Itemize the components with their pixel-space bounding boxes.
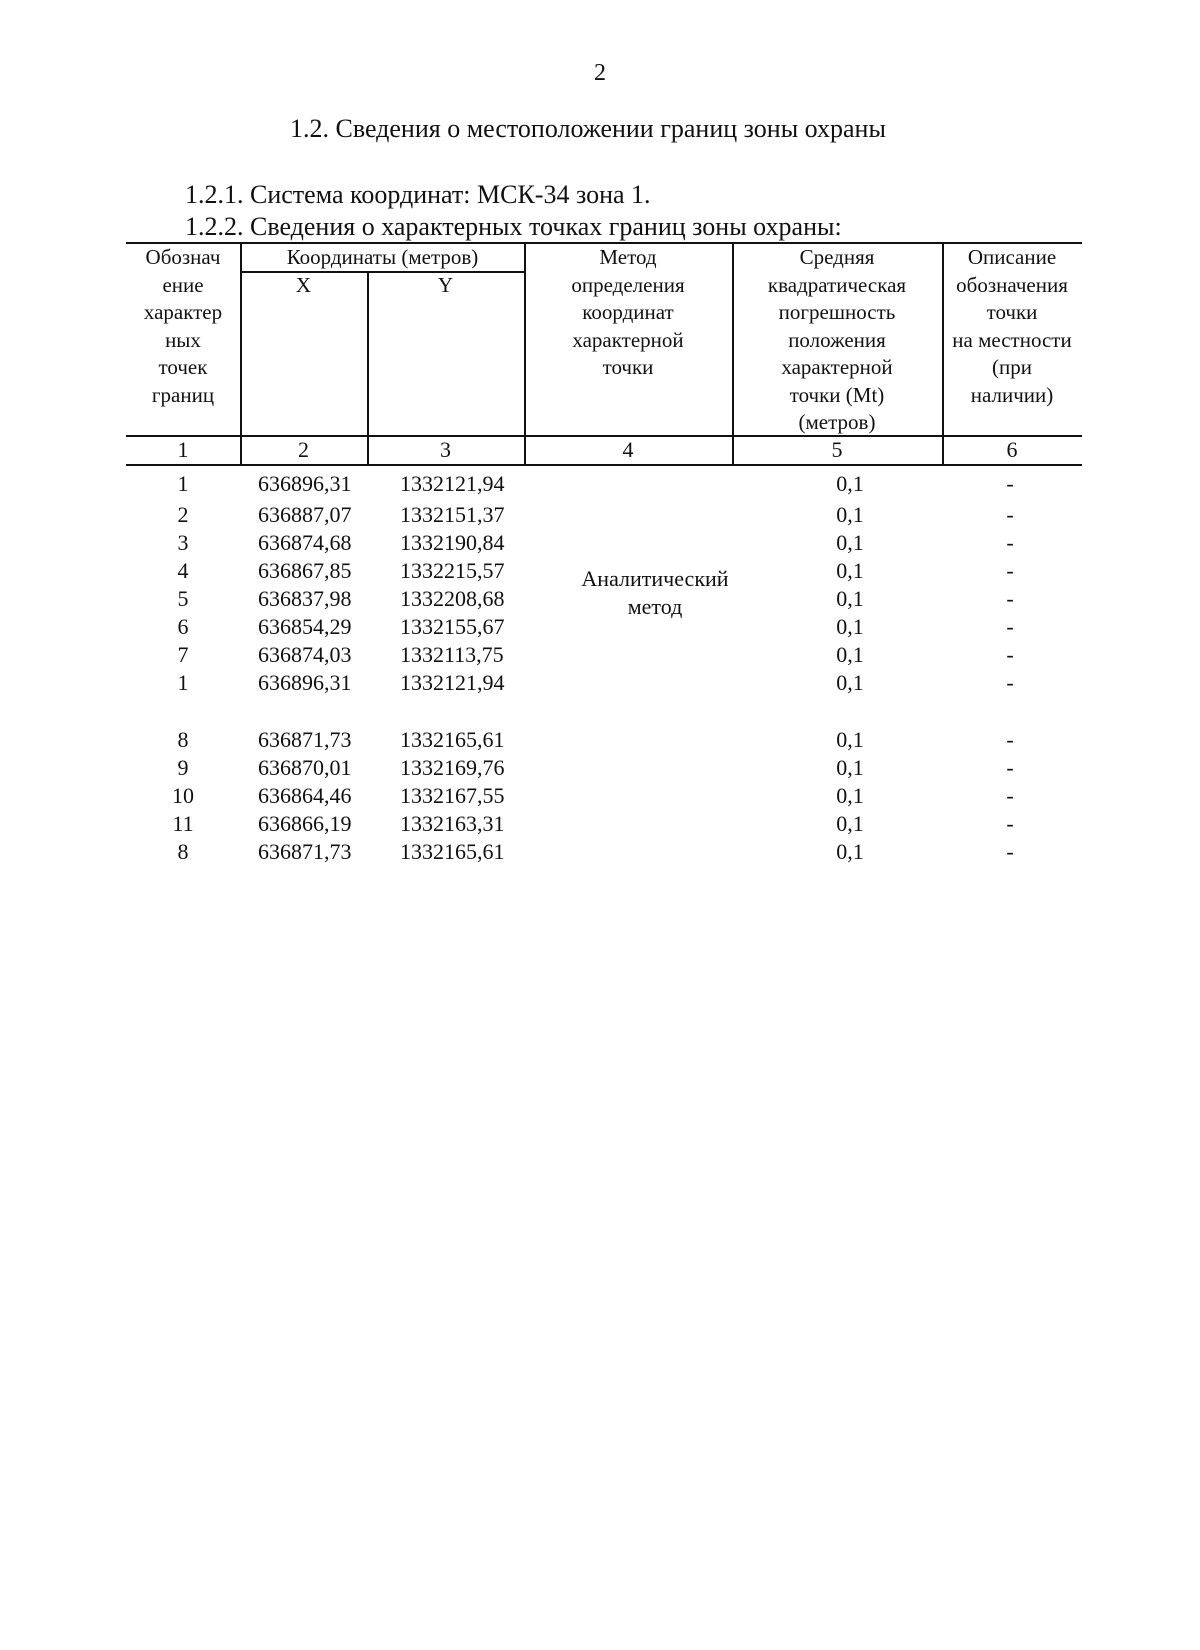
page-number: 2 bbox=[594, 60, 606, 86]
header-description: Описание обозначения точки на местности (при наличии) bbox=[952, 245, 1072, 407]
table-row: 1 636896,31 1332121,94 0,1 - bbox=[177, 471, 1014, 496]
column-number-1: 1 bbox=[177, 437, 189, 462]
table-row: 9 636870,01 1332169,76 0,1 - bbox=[177, 755, 1014, 780]
table-row: 10 636864,46 1332167,55 0,1 - bbox=[172, 783, 1014, 808]
table-row: 7 636874,03 1332113,75 0,1 - bbox=[177, 642, 1014, 667]
column-number-bottom-border bbox=[126, 464, 1082, 466]
section-title: 1.2. Сведения о местоположении границ зоны охраны bbox=[290, 114, 886, 143]
table-row: 3 636874,68 1332190,84 0,1 - bbox=[177, 530, 1014, 555]
column-number-3: 3 bbox=[440, 437, 451, 462]
table-row: 8 636871,73 1332165,61 0,1 - bbox=[177, 839, 1014, 864]
header-y: Y bbox=[437, 273, 454, 297]
table-row: 8 636871,73 1332165,61 0,1 - bbox=[177, 727, 1014, 752]
column-number-6: 6 bbox=[1006, 437, 1018, 462]
header-point: Обознач ение характер ных точек границ bbox=[143, 245, 223, 407]
table-row: 6 636854,29 1332155,67 0,1 - bbox=[177, 614, 1014, 639]
table-row: 4 636867,85 1332215,57 0,1 - bbox=[177, 558, 1014, 583]
table-row: 11 636866,19 1332163,31 0,1 - bbox=[172, 811, 1014, 836]
column-number-4: 4 bbox=[622, 437, 634, 462]
method-value: Аналитический метод bbox=[581, 566, 729, 619]
header-accuracy: Средняя квадратическая погрешность положения характерной точки (Mt) (метров) bbox=[767, 245, 907, 434]
coordinate-system-heading: 1.2.1. Система координат: МСК-34 зона 1. bbox=[185, 180, 651, 209]
header-x: X bbox=[295, 273, 312, 297]
table-row: 5 636837,98 1332208,68 0,1 - bbox=[177, 586, 1014, 611]
table-row: 1 636896,31 1332121,94 0,1 - bbox=[177, 670, 1014, 695]
table-row: 2 636887,07 1332151,37 0,1 - bbox=[177, 502, 1014, 527]
col-divider-2 bbox=[367, 271, 369, 464]
column-number-5: 5 bbox=[831, 437, 843, 462]
boundary-points-heading: 1.2.2. Сведения о характерных точках границ зоны охраны: bbox=[185, 212, 842, 241]
column-number-2: 2 bbox=[298, 437, 309, 462]
header-method: Метод определения координат характерной точки bbox=[571, 245, 685, 379]
header-coordinates: Координаты (метров) bbox=[286, 245, 479, 269]
